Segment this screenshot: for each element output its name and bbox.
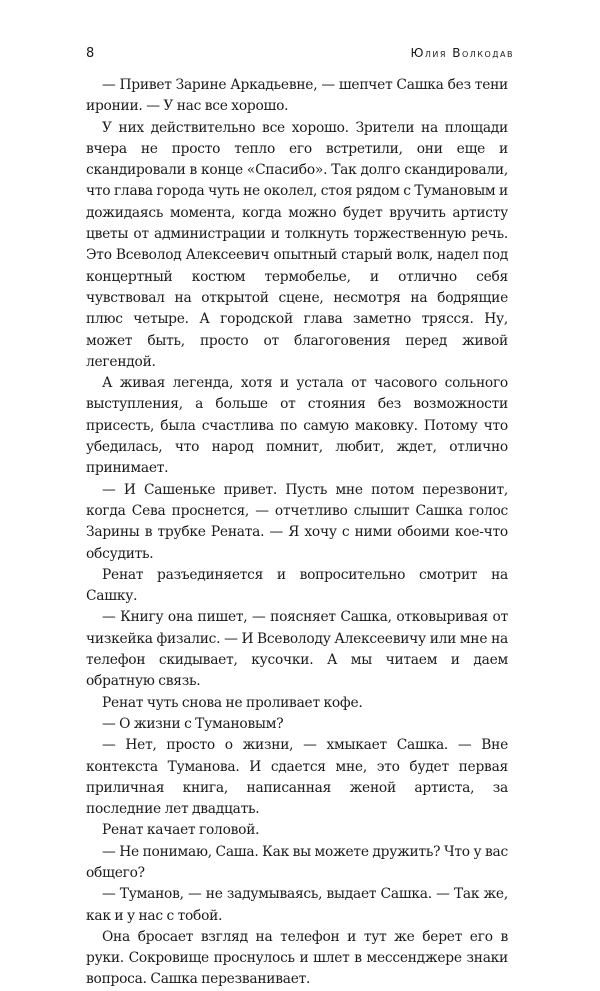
paragraph: — Книгу она пишет, — поясняет Сашка, отковыривая от чизкейка физалис. — И Всеволоду Алексеевичу или мне на телефон скидывает, кусочки. А мы читаем и даем обратную связь. <box>86 609 508 690</box>
paragraph: Ренат чуть снова не проливает кофе. <box>102 694 363 711</box>
paragraph: Она бросает взгляд на телефон и тут же берет его в руки. Сокровище проснулось и шлет в мессенджере знаки вопроса. Сашка перезванивает. <box>86 928 508 988</box>
body-text <box>86 75 508 991</box>
paragraph: — Нет, просто о жизни, — хмыкает Сашка. — Вне контекста Туманова. И сдается мне, это будет первая приличная книга, написанная женой артиста, за последние лет двадцать. <box>86 737 508 818</box>
paragraph: — Не понимаю, Саша. Как вы можете дружить? Что у вас общего? <box>86 843 508 881</box>
paragraph: — Туманов, — не задумываясь, выдает Сашка. — Так же, как и у нас с тобой. <box>86 886 508 924</box>
paragraph: — И Сашеньке привет. Пусть мне потом перезвонит, когда Сева проснется, — отчетливо слышит Сашка голос Зарины в трубке Рената. — Я хочу с ними обоими кое-что обсудить. <box>86 481 508 562</box>
page-header <box>86 46 514 68</box>
paragraph: Ренат разъединяется и вопросительно смотрит на Сашку. <box>86 566 508 605</box>
paragraph: У них действительно все хорошо. Зрители на площади вчера не просто тепло его встретили, они еще и скандировали в конце «Спасибо». Так долго скандировали, что глава города чуть не околел, стоя рядом с Тумановым и дожидаясь момента, когда можно будет вручить артисту цветы от администрации и толкнуть торжественную речь. Это Всеволод Алексеевич опытный старый волк, надел под концертный костюм термобелье, и отлично себя чувствовал на открытой сцене, несмотря на бодрящие плюс четыре. А городской глава заметно трясся. Ну, может быть, просто от благоговения перед живой легендой. <box>86 119 508 370</box>
paragraph: А живая легенда, хотя и устала от часового сольного выступления, а больше от стояния без возможности присесть, была счастлива по самую маковку. Потому что убедилась, что народ помнит, любит, ждет, отлично принимает. <box>86 375 508 477</box>
paragraph: — Привет Зарине Аркадьевне, — шепчет Сашка без тени иронии. — У нас все хорошо. <box>86 77 508 115</box>
page-number: 8 <box>86 46 95 61</box>
paragraph: Ренат качает головой. <box>102 822 260 839</box>
paragraph: — О жизни с Тумановым? <box>102 715 284 732</box>
running-head-author: Юлия Волкодав <box>410 46 514 60</box>
